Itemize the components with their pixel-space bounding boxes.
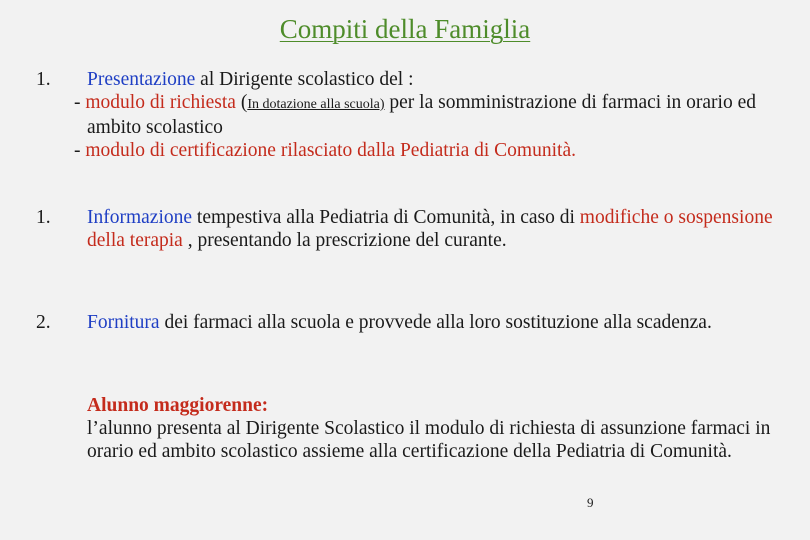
note-body: l’alunno presenta al Dirigente Scolastico il modulo di richiesta di assunzione farmaci in orario ed ambito scolastico assieme alla certificazione della Pediatria di Comunità. (87, 418, 771, 462)
item-text (87, 206, 796, 252)
item-text-rest: dei farmaci alla scuola e provvede alla loro sostituzione alla scadenza. (159, 312, 712, 333)
highlight-informazione: Informazione (87, 207, 193, 228)
item-text-part: tempestiva alla Pediatria di Comunità, in caso di (192, 207, 580, 228)
item-text (87, 311, 796, 334)
list-number: 2. (36, 312, 51, 333)
highlight-presentazione: Presentazione (87, 69, 196, 90)
item-text-rest: al Dirigente scolastico del : (195, 69, 414, 90)
list-item-informazione (36, 206, 796, 252)
item-text (87, 68, 796, 91)
page-title: Compiti della Famiglia (279, 14, 531, 44)
sub-item-modulo-richiesta (74, 91, 796, 139)
sub-prefix: - (74, 92, 86, 113)
highlight-modifiche: modifiche o sospensione della terapia (87, 207, 773, 251)
sub-item-modulo-certificazione (74, 139, 796, 162)
list-number: 1. (36, 69, 51, 90)
list-number: 1. (36, 207, 51, 228)
note-heading-text: Alunno maggiorenne: (87, 395, 269, 416)
note-maggiorenne (36, 394, 796, 463)
highlight-modulo-certificazione: modulo di certificazione rilasciato dalla Pediatria di Comunità. (85, 140, 576, 161)
page-number: 9 (587, 495, 594, 510)
paren-open: ( (235, 92, 248, 113)
highlight-modulo-richiesta: modulo di richiesta (85, 92, 236, 113)
small-note: In dotazione alla scuola) (247, 97, 385, 112)
list-item-presentazione (36, 68, 796, 162)
highlight-fornitura: Fornitura (87, 312, 160, 333)
sub-prefix: - (74, 140, 86, 161)
note-heading (87, 394, 796, 417)
item-text-part: , presentando la prescrizione del curante. (182, 230, 507, 251)
sub-text-rest: per la somministrazione di farmaci in orario ed ambito scolastico (87, 92, 756, 138)
list-item-fornitura (36, 311, 796, 334)
